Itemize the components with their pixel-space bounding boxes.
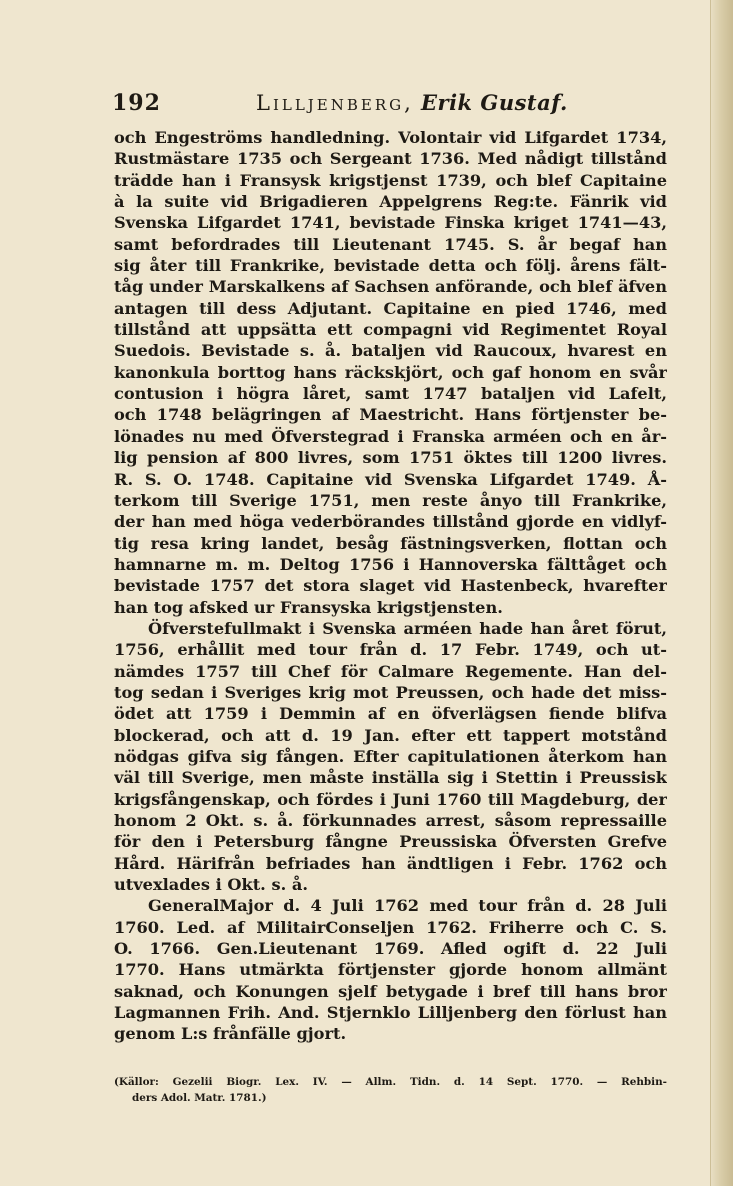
paragraph-end-line: genom L:s frånfälle gjort. [114,1024,347,1044]
text-line: 1770. Hans utmärkta förtjenster gjorde honom allmänt [114,960,667,980]
text-line: tillstånd att uppsätta ett compagni vid Regimentet Royal [114,320,667,340]
sources-line: ders Adol. Matr. 1781.) [132,1092,267,1104]
text-line: och 1748 belägringen af Maestricht. Hans förtjenster be- [114,405,667,425]
paragraph-end-line: utvexlades i Okt. s. å. [114,875,308,895]
text-line: lönades nu med Öfverstegrad i Franska arméen och en år- [114,426,667,446]
text-line: terkom till Sverige 1751, men reste ånyo till Frankrike, [114,490,667,510]
text-line: der han med höga vederbörandes tillstånd gjorde en vidlyf- [114,512,667,532]
text-line: R. S. O. 1748. Capitaine vid Svenska Lifgardet 1749. Å- [114,469,667,489]
text-line: antagen till dess Adjutant. Capitaine en pied 1746, med [114,298,667,318]
paragraph-start-line: GeneralMajor d. 4 Juli 1762 med tour från d. 28 Juli [148,896,667,916]
running-head-surname: Lilljenberg, [256,91,414,115]
text-line: contusion i högra låret, samt 1747 bataljen vid Lafelt, [114,384,667,404]
text-line: krigsfångenskap, och fördes i Juni 1760 till Magdeburg, der [114,789,667,809]
text-line: blockerad, och att d. 19 Jan. efter ett tappert motstånd [114,725,667,745]
text-line: O. 1766. Gen.Lieutenant 1769. Afled ogift d. 22 Juli [114,939,667,959]
text-line: 1756, erhållit med tour från d. 17 Febr. 1749, och ut- [114,640,667,660]
text-line: kanonkula borttog hans räckskjört, och gaf honom en svår [114,362,667,382]
text-line: bevistade 1757 det stora slaget vid Hastenbeck, hvarefter [114,576,667,596]
text-line: tog sedan i Sveriges krig mot Preussen, och hade det miss- [114,682,667,702]
text-line: nödgas gifva sig fången. Efter capitulationen återkom han [114,746,667,766]
text-line: honom 2 Okt. s. å. förkunnades arrest, såsom repressaille [114,811,667,830]
running-head [256,90,568,115]
text-line: tig resa kring landet, besåg fästningsverken, flottan och [114,533,667,553]
text-line: för den i Petersburg fångne Preussiska Öfversten Grefve [114,832,667,852]
text-line: à la suite vid Brigadieren Appelgrens Reg:te. Fänrik vid [114,192,667,212]
text-line: och Engeströms handledning. Volontair vid Lifgardet 1734, [114,128,667,147]
entry-body [114,127,667,1045]
text-line: Svenska Lifgardet 1741, bevistade Finska kriget 1741—43, [114,213,667,233]
text-line: trädde han i Fransysk krigstjenst 1739, och blef Capitaine [114,170,667,190]
running-head-given-name: Erik Gustaf. [421,90,568,115]
sources-line: (Källor: Gezelii Biogr. Lex. IV. — Allm. Tidn. d. 14 Sept. 1770. — Rehbin- [114,1076,667,1088]
text-line: hamnarne m. m. Deltog 1756 i Hannoverska fälttåget och [114,554,667,574]
text-line: Rustmästare 1735 och Sergeant 1736. Med nådigt tillstånd [114,149,667,169]
text-line: 1760. Led. af MilitairConseljen 1762. Friherre och C. S. [114,917,667,937]
running-header [112,90,672,120]
text-line: Lagmannen Frih. And. Stjernklo Lilljenberg den förlust han [114,1003,667,1023]
page-edge [710,0,733,1186]
text-line: Hård. Härifrån befriades han ändtligen i Febr. 1762 och [114,853,667,873]
text-line: lig pension af 800 livres, som 1751 öktes till 1200 livres. [114,448,667,468]
page-number: 192 [112,90,161,116]
text-line: väl till Sverige, men måste inställa sig i Stettin i Preussisk [114,768,667,788]
text-line: nämdes 1757 till Chef för Calmare Regemente. Han del- [114,661,667,681]
text-line: ödet att 1759 i Demmin af en öfverlägsen fiende blifva [114,704,667,724]
text-line: samt befordrades till Lieutenant 1745. S. år begaf han [114,234,667,254]
paragraph-end-line: han tog afsked ur Fransyska krigstjensten. [114,597,503,617]
text-line: saknad, och Konungen sjelf betygade i bref till hans bror [114,981,667,1001]
text-line: Suedois. Bevistade s. å. bataljen vid Raucoux, hvarest en [114,341,667,361]
sources-note [114,1074,667,1106]
text-line: tåg under Marskalkens af Sachsen anförande, och blef äfven [114,277,667,297]
paragraph-start-line: Öfverstefullmakt i Svenska arméen hade han året förut, [148,618,667,638]
text-line: sig åter till Frankrike, bevistade detta och följ. årens fält- [114,256,667,276]
